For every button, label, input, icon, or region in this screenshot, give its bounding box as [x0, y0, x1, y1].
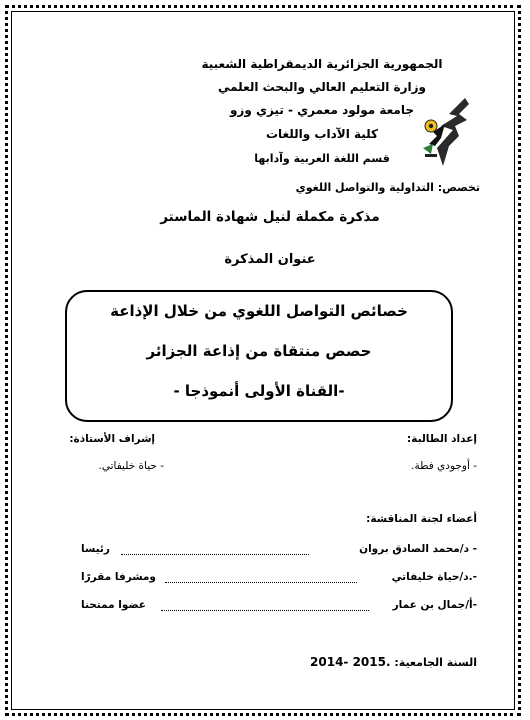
member-name: -أ/جمال بن عمار — [392, 599, 477, 611]
leader-dots — [161, 610, 369, 611]
member-name: -.د/حياة خليفاتي — [391, 571, 477, 583]
supervision-label: إشراف الأستاذة: — [69, 433, 155, 445]
committee-member — [81, 571, 477, 587]
member-role: ومشرفا مقررًا — [81, 571, 156, 583]
memo-type: مذكرة مكملة لنيل شهادة الماستر — [160, 209, 380, 225]
university-name: جامعة مولود معمري - تيزي وزو — [229, 103, 415, 117]
republic-name: الجمهورية الجزائرية الديمقراطية الشعبية — [201, 57, 443, 71]
faculty-name: كلية الآداب واللغات — [265, 127, 379, 141]
supervisor-name: - حياة خليفاتي. — [98, 460, 164, 472]
member-role: رئيسا — [81, 543, 110, 555]
academic-year-label: السنة الجامعية: — [394, 656, 477, 669]
university-logo-icon — [419, 96, 471, 166]
leader-dots — [165, 582, 357, 583]
leader-dots — [121, 554, 309, 555]
preparation-label: إعداد الطالبة: — [407, 433, 477, 445]
committee-member — [81, 599, 477, 615]
member-role: عضوا ممتحنا — [81, 599, 146, 611]
thesis-case-study: -القناة الأولى أنموذجا - — [173, 382, 345, 400]
academic-year-value: 2014- 2015. — [310, 655, 391, 669]
title-box — [65, 290, 453, 422]
member-name: - د/محمد الصادق بروان — [359, 543, 477, 555]
specialty: تخصص: التداولية والتواصل اللغوي — [295, 181, 480, 194]
ministry-name: وزارة التعليم العالي والبحث العلمي — [217, 80, 427, 94]
department-name: قسم اللغة العربية وآدابها — [254, 152, 390, 165]
memo-title-label: عنوان المذكرة — [224, 252, 316, 267]
student-name: - أوجودي فطة. — [411, 460, 477, 472]
thesis-subtitle: حصص منتقاة من إذاعة الجزائر — [146, 342, 372, 360]
thesis-title: خصائص التواصل اللغوي من خلال الإذاعة — [110, 302, 408, 320]
academic-year — [310, 655, 477, 669]
committee-label: أعضاء لجنة المناقشة: — [366, 513, 477, 525]
committee-member — [81, 543, 477, 559]
